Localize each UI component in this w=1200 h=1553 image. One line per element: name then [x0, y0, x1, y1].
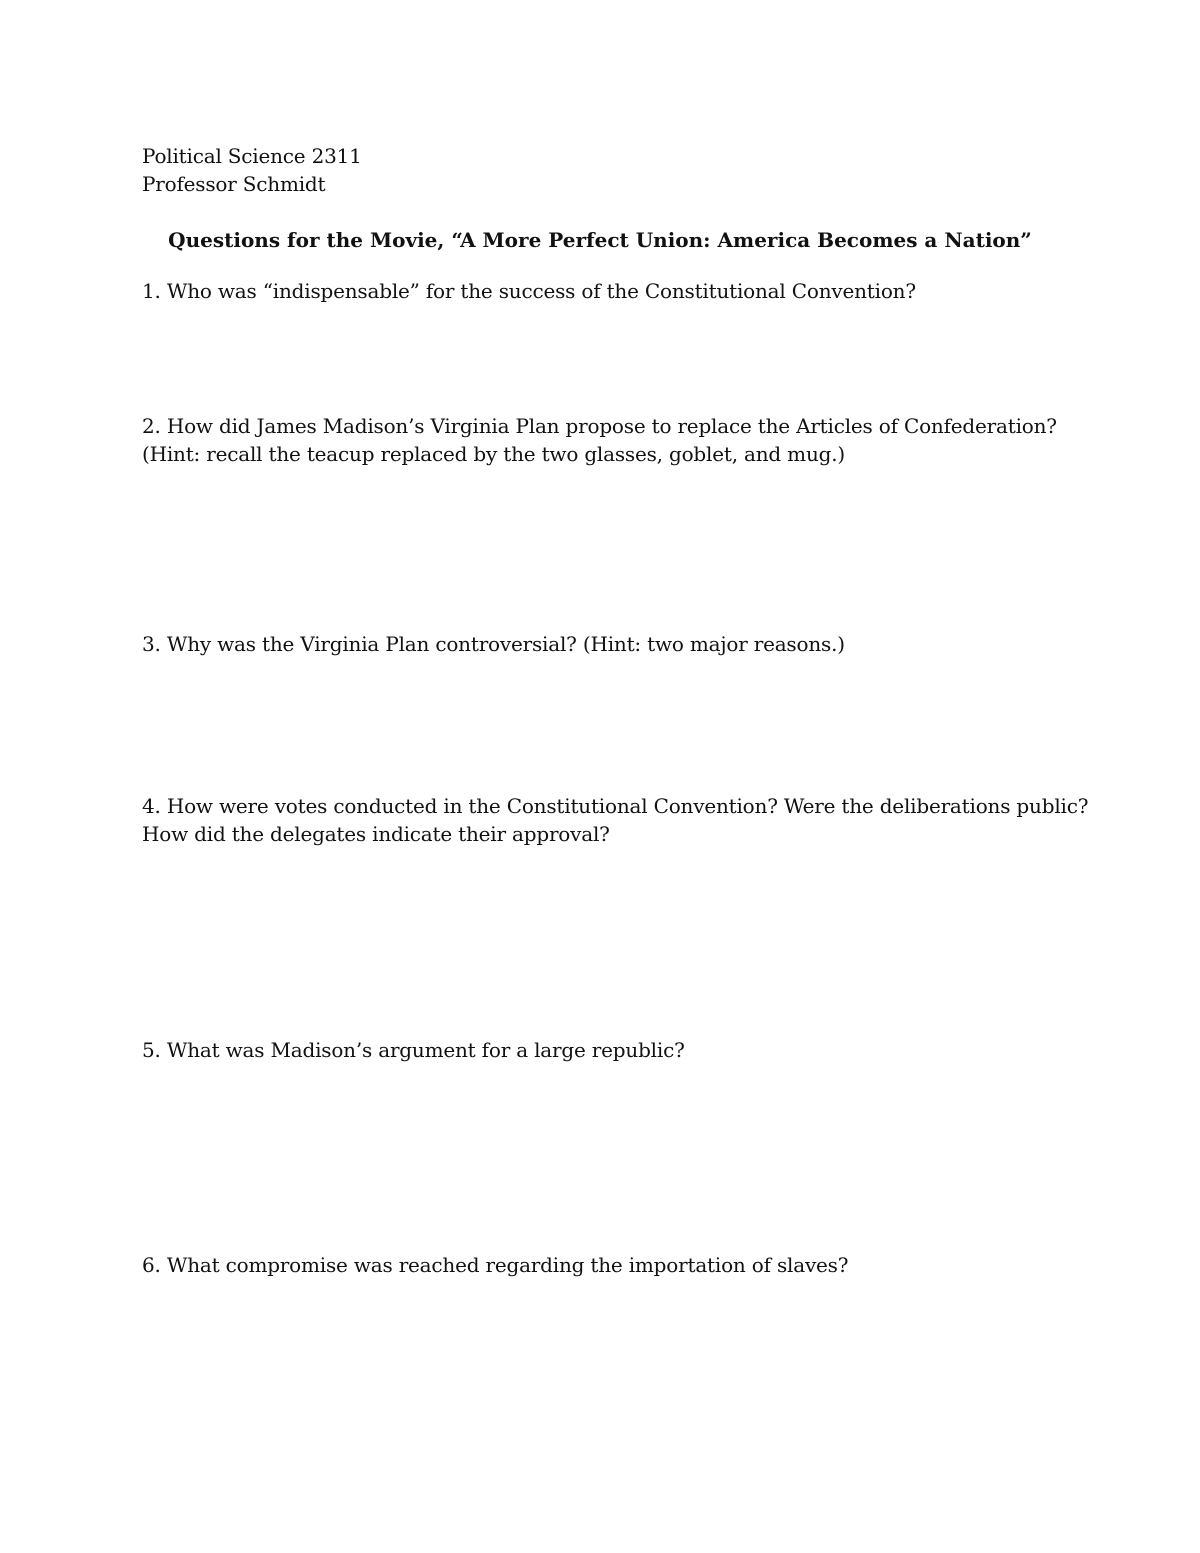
question-1: 1. Who was “indispensable” for the success of the Constitutional Convention?: [142, 279, 916, 303]
course-name: Political Science 2311: [142, 144, 362, 168]
question-2-hint: (Hint: recall the teacup replaced by the two glasses, goblet, and mug.): [142, 442, 845, 466]
question-2: 2. How did James Madison’s Virginia Plan propose to replace the Articles of Confederation?: [142, 414, 1057, 438]
question-4-continued: How did the delegates indicate their approval?: [142, 822, 610, 846]
professor-name: Professor Schmidt: [142, 172, 326, 196]
question-6: 6. What compromise was reached regarding the importation of slaves?: [142, 1253, 849, 1277]
document-title: Questions for the Movie, “A More Perfect Union: America Becomes a Nation”: [168, 228, 1032, 252]
question-4: 4. How were votes conducted in the Constitutional Convention? Were the deliberations public?: [142, 794, 1089, 818]
question-3: 3. Why was the Virginia Plan controversial? (Hint: two major reasons.): [142, 632, 845, 656]
question-5: 5. What was Madison’s argument for a large republic?: [142, 1038, 685, 1062]
